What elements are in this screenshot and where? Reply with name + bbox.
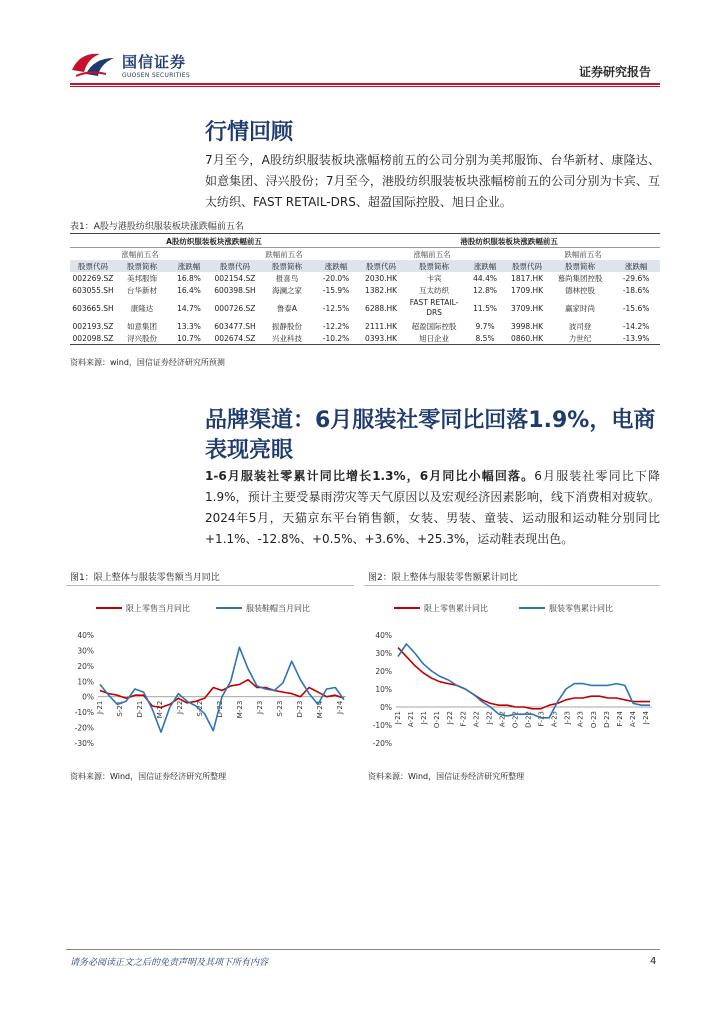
col-header: 涨跌幅 (464, 260, 506, 272)
y-tick-label: -10% (372, 721, 392, 730)
cell: 波司登 (568, 321, 592, 331)
cell: 10.7% (168, 332, 210, 345)
x-tick-label: A-23 (550, 711, 559, 728)
cell: -29.6% (622, 273, 650, 283)
table-row (70, 296, 660, 320)
x-tick-label: J-23 (256, 700, 264, 714)
header-rule-thin (70, 86, 660, 87)
x-tick-label: D-23 (602, 711, 611, 728)
cell: 兴业科技 (260, 332, 314, 345)
cell: 16.4% (177, 285, 201, 295)
x-tick-label: J-24 (336, 700, 344, 714)
x-tick-label: S-22 (196, 700, 204, 717)
x-tick-label: F-22 (459, 711, 468, 727)
col-header: 股票简称 (260, 260, 314, 272)
series-line (398, 648, 650, 709)
cell: 11.5% (473, 303, 497, 313)
cell: 002269.SZ (72, 273, 114, 283)
legend-label: 服装零售累计同比 (549, 604, 613, 613)
market-movers-table (70, 235, 660, 345)
cell: 振静股份 (272, 321, 302, 331)
cell: -12.2% (322, 321, 350, 331)
y-tick-label: 40% (375, 631, 392, 640)
x-tick-label: J-23 (563, 711, 572, 725)
cell: 赢家时尚 (565, 303, 596, 313)
cell: 3998.HK (511, 321, 544, 331)
col-header: 股票简称 (404, 260, 464, 272)
cell: 002098.SZ (70, 332, 116, 345)
page-number: 4 (650, 956, 657, 967)
col-header: 股票简称 (116, 260, 168, 272)
y-tick-label: 0% (380, 703, 392, 712)
cell: FAST RETAIL-DRS (409, 298, 459, 317)
section-title-brand-channel-1: 品牌渠道：6月服装社零同比回落1.9%，电商 (205, 408, 656, 433)
y-tick-label: 20% (375, 667, 392, 676)
col-header: 股票简称 (548, 260, 612, 272)
col-header: 股票代码 (358, 260, 404, 272)
x-tick-label: S-21 (116, 700, 124, 717)
cell: 600398.SH (214, 285, 256, 295)
cell: 互太纺织 (419, 285, 450, 295)
cell: 1817.HK (511, 273, 544, 283)
x-tick-label: J-22 (485, 711, 494, 725)
h-down-header: 跌幅前五名 (564, 249, 602, 259)
y-tick-label: -20% (74, 723, 94, 733)
cell: 台华新材 (127, 285, 157, 295)
logo-cn: 国信证券 (122, 53, 187, 71)
cell: 002154.SZ (214, 273, 256, 283)
cell: 1382.HK (365, 285, 398, 295)
cell: -20.0% (322, 273, 350, 283)
table-row (70, 284, 660, 296)
x-tick-label: A-24 (628, 711, 637, 728)
cell: 0860.HK (506, 332, 548, 345)
a-down-header: 跌幅前五名 (265, 249, 303, 259)
cell: 海澜之家 (272, 285, 302, 295)
cell: 浔兴股份 (116, 332, 168, 345)
x-tick-label: A-23 (576, 711, 585, 728)
cell: 旭日企业 (404, 332, 464, 345)
cell: 超盈国际控股 (411, 321, 457, 331)
section-title-brand-channel-2: 表现亮眼 (205, 438, 294, 463)
legend-label: 服装鞋帽当月同比 (246, 604, 310, 613)
cell: 14.7% (177, 303, 201, 313)
cell: 鲁泰A (276, 303, 298, 313)
cell: 9.7% (475, 321, 495, 331)
y-tick-label: -20% (372, 739, 392, 748)
logo-mark-icon (70, 48, 118, 80)
legend-label: 限上零售当月同比 (126, 604, 190, 613)
header-rule (70, 83, 660, 85)
cell: 1709.HK (511, 285, 544, 295)
cell: 002193.SZ (72, 321, 114, 331)
h-up-header: 涨幅前五名 (413, 249, 451, 259)
cell: 8.5% (464, 332, 506, 345)
cell: 2111.HK (365, 321, 398, 331)
table-column-header (70, 260, 660, 272)
cell: 603055.SH (72, 285, 114, 295)
x-tick-label: J-24 (642, 711, 650, 725)
x-tick-label: A-21 (407, 711, 416, 728)
x-tick-label: O-23 (589, 711, 598, 729)
paragraph-body: 6月服装社零同比下降1.9%，预计主要受暴雨涝灾等天气原因以及宏观经济因素影响，线下消费相对疲软。2024年5月，天猫京东平台销售额，女装、男装、童装、运动服和运动鞋分别同比+1.1%、-12.8%、+0.5%、+3.6%、+25.3%，运动鞋表现出色。 (205, 469, 661, 546)
cell: 13.3% (177, 321, 201, 331)
cell: 0393.HK (358, 332, 404, 345)
x-tick-label: J-21 (420, 711, 429, 725)
x-tick-label: J-21 (96, 700, 104, 714)
cell: 6288.HK (365, 303, 398, 313)
col-header: 涨跌幅 (612, 260, 660, 272)
y-tick-label: 30% (375, 649, 392, 658)
cell: 康隆达 (130, 303, 154, 313)
cell: 卡宾 (426, 273, 442, 283)
cell: 美邦服饰 (127, 273, 157, 283)
footer-disclaimer: 请务必阅读正文之后的免责声明及其项下所有内容 (70, 958, 269, 968)
cell: -13.9% (612, 332, 660, 345)
y-tick-label: 30% (77, 646, 94, 656)
table-row (70, 272, 660, 284)
x-tick-label: S-23 (276, 700, 284, 717)
figure1-chart (66, 590, 354, 760)
x-tick-label: D-22 (524, 711, 533, 728)
x-tick-label: M-22 (156, 700, 164, 719)
cell: 3709.HK (511, 303, 544, 313)
cell: 12.8% (473, 285, 497, 295)
figure1-source: 资料来源：Wind，国信证券经济研究所整理 (70, 772, 227, 781)
figure2-rule (364, 585, 660, 587)
col-header: 股票代码 (506, 260, 548, 272)
cell: 报喜鸟 (275, 273, 299, 283)
cell: -18.6% (622, 285, 650, 295)
logo-en: GUOSEN SECURITIES (122, 72, 191, 79)
x-tick-label: O-22 (511, 711, 520, 729)
x-tick-label: J-22 (176, 700, 184, 714)
cell: 000726.SZ (214, 303, 256, 313)
legend-label: 限上零售累计同比 (424, 604, 488, 613)
x-tick-label: J-22 (446, 711, 455, 725)
x-tick-label: A-22 (498, 711, 507, 728)
cell: -10.2% (314, 332, 358, 345)
col-header: 股票代码 (70, 260, 116, 272)
y-tick-label: 0% (82, 692, 94, 702)
cell: -14.2% (622, 321, 650, 331)
cell: 2030.HK (365, 273, 398, 283)
brand-channel-paragraph (205, 466, 660, 550)
report-type: 证券研究报告 (579, 65, 652, 79)
x-tick-label: O-21 (433, 711, 442, 729)
a-up-header: 涨幅前五名 (121, 249, 159, 259)
cell: 16.8% (177, 273, 201, 283)
cell: 如意集团 (127, 321, 157, 331)
x-tick-label: D-22 (216, 700, 224, 718)
cell: -15.6% (622, 303, 650, 313)
group-h-header: 港股纺织服装板块涨跌幅前五 (358, 235, 660, 248)
y-tick-label: 10% (375, 685, 392, 694)
x-tick-label: F-24 (615, 711, 624, 727)
y-tick-label: 40% (77, 631, 94, 640)
group-a-header: A股纺织服装板块涨跌幅前五 (70, 235, 358, 248)
cell: -12.5% (322, 303, 350, 313)
cell: 603477.SH (214, 321, 256, 331)
x-tick-label: M-24 (316, 700, 324, 719)
figure2-caption: 图2：限上整体与服装零售额累计同比 (368, 573, 518, 583)
cell: -15.9% (322, 285, 350, 295)
cell: 603665.SH (72, 303, 114, 313)
table-sub-header (70, 248, 660, 261)
x-tick-label: D-23 (296, 700, 304, 718)
cell: 44.4% (473, 273, 497, 283)
table-caption: 表1：A股与港股纺织服装板块涨跌幅前五名 (70, 222, 244, 232)
x-tick-label: F-23 (537, 711, 546, 727)
table-row (70, 332, 660, 345)
y-tick-label: 10% (77, 677, 94, 687)
x-tick-label: J-21 (394, 711, 402, 725)
cell: 力世纪 (548, 332, 612, 345)
cell: 德林控股 (565, 285, 596, 295)
table-top-rule (70, 233, 660, 234)
section-title-market-review: 行情回顾 (205, 120, 294, 145)
x-tick-label: D-21 (136, 700, 144, 718)
y-tick-label: -30% (74, 739, 94, 748)
col-header: 涨跌幅 (168, 260, 210, 272)
figure1-rule (66, 585, 354, 587)
table-group-header (70, 235, 660, 248)
col-header: 股票代码 (210, 260, 260, 272)
col-header: 涨跌幅 (314, 260, 358, 272)
market-review-paragraph: 7月至今，A股纺织服装板块涨幅榜前五的公司分别为美邦服饰、台华新材、康隆达、如意集团、浔兴股份；7月至今，港股纺织服装板块涨幅榜前五的公司分别为卡宾、互太纺织、FAST RETAIL-DRS、超盈国际控股、旭日企业。 (205, 153, 660, 209)
figure2-chart (364, 590, 660, 760)
cell: 慕尚集团控股 (557, 273, 603, 283)
cell: 002674.SZ (210, 332, 260, 345)
footer-rule (66, 949, 660, 950)
logo (70, 48, 205, 84)
y-tick-label: -10% (74, 708, 94, 718)
y-tick-label: 20% (77, 661, 94, 671)
paragraph-lead: 1-6月服装社零累计同比增长1.3%，6月同比小幅回落。 (205, 469, 535, 483)
figure2-source: 资料来源：Wind，国信证券经济研究所整理 (368, 772, 525, 781)
figure1-caption: 图1：限上整体与服装零售额当月同比 (70, 573, 220, 583)
table-source: 资料来源：wind，国信证券经济研究所预测 (70, 358, 225, 367)
x-tick-label: A-22 (472, 711, 481, 728)
x-tick-label: M-23 (236, 700, 244, 719)
table-row (70, 320, 660, 332)
